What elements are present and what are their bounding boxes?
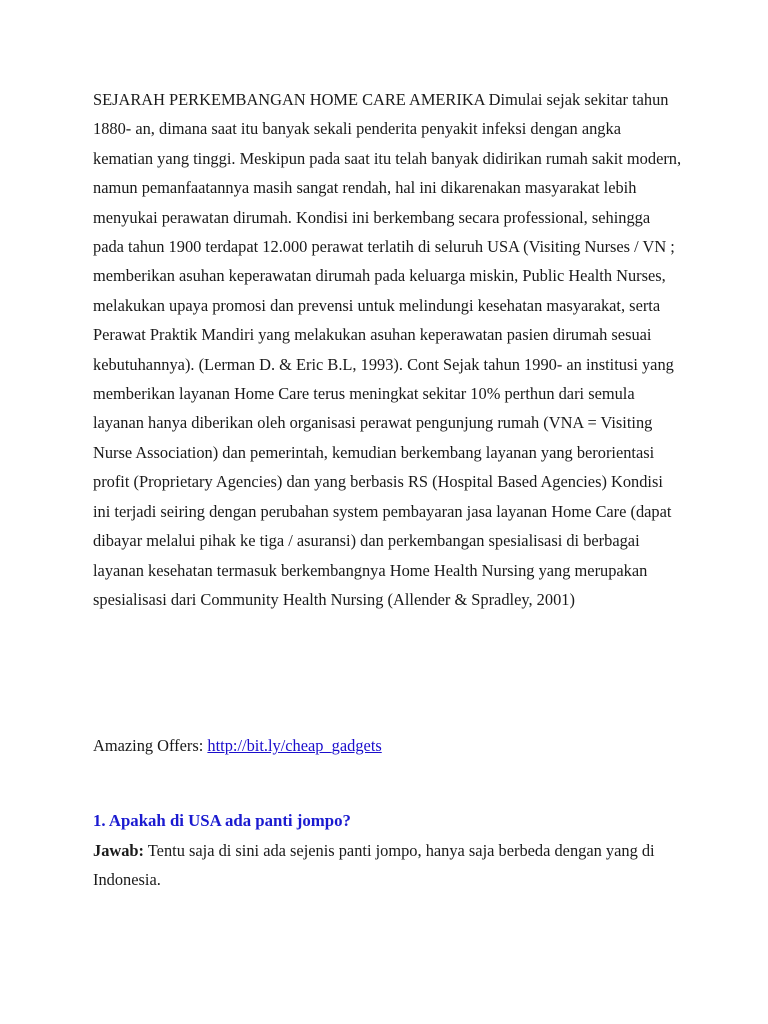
answer-label: Jawab: (93, 841, 144, 860)
offers-link[interactable]: http://bit.ly/cheap_gadgets (207, 736, 382, 755)
answer-paragraph (93, 836, 683, 895)
offers-label: Amazing Offers: (93, 736, 208, 755)
offers-line (93, 731, 683, 760)
answer-text: Tentu saja di sini ada sejenis panti jompo, hanya saja berbeda dengan yang di Indonesia. (93, 841, 655, 890)
history-paragraph: SEJARAH PERKEMBANGAN HOME CARE AMERIKA Dimulai sejak sekitar tahun 1880- an, dimana saat itu banyak sekali penderita penyakit infeksi dengan angka kematian yang tinggi. Meskipun pada saat itu telah banyak didirikan rumah sakit modern, namun pemanfaatannya masih sangat rendah, hal ini dikarenakan masyarakat lebih menyukai perawatan dirumah. Kondisi ini berkembang secara professional, sehingga pada tahun 1900 terdapat 12.000 perawat terlatih di seluruh USA (Visiting Nurses / VN ; memberikan asuhan keperawatan dirumah pada keluarga miskin, Public Health Nurses, melakukan upaya promosi dan prevensi untuk melindungi kesehatan masyarakat, serta Perawat Praktik Mandiri yang melakukan asuhan keperawatan pasien dirumah sesuai kebutuhannya). (Lerman D. & Eric B.L, 1993). Cont Sejak tahun 1990- an institusi yang memberikan layanan Home Care terus meningkat sekitar 10% perthun dari semula layanan hanya diberikan oleh organisasi perawat pengunjung rumah (VNA = Visiting Nurse Association) dan pemerintah, kemudian berkembang layanan yang berorientasi profit (Proprietary Agencies) dan yang berbasis RS (Hospital Based Agencies) Kondisi ini terjadi seiring dengan perubahan system pembayaran jasa layanan Home Care (dapat dibayar melalui pihak ke tiga / asuransi) dan perkembangan spesialisasi di berbagai layanan kesehatan termasuk berkembangnya Home Health Nursing yang merupakan spesialisasi dari Community Health Nursing (Allender & Spradley, 2001) (93, 90, 682, 609)
question-heading: 1. Apakah di USA ada panti jompo? (93, 811, 351, 830)
